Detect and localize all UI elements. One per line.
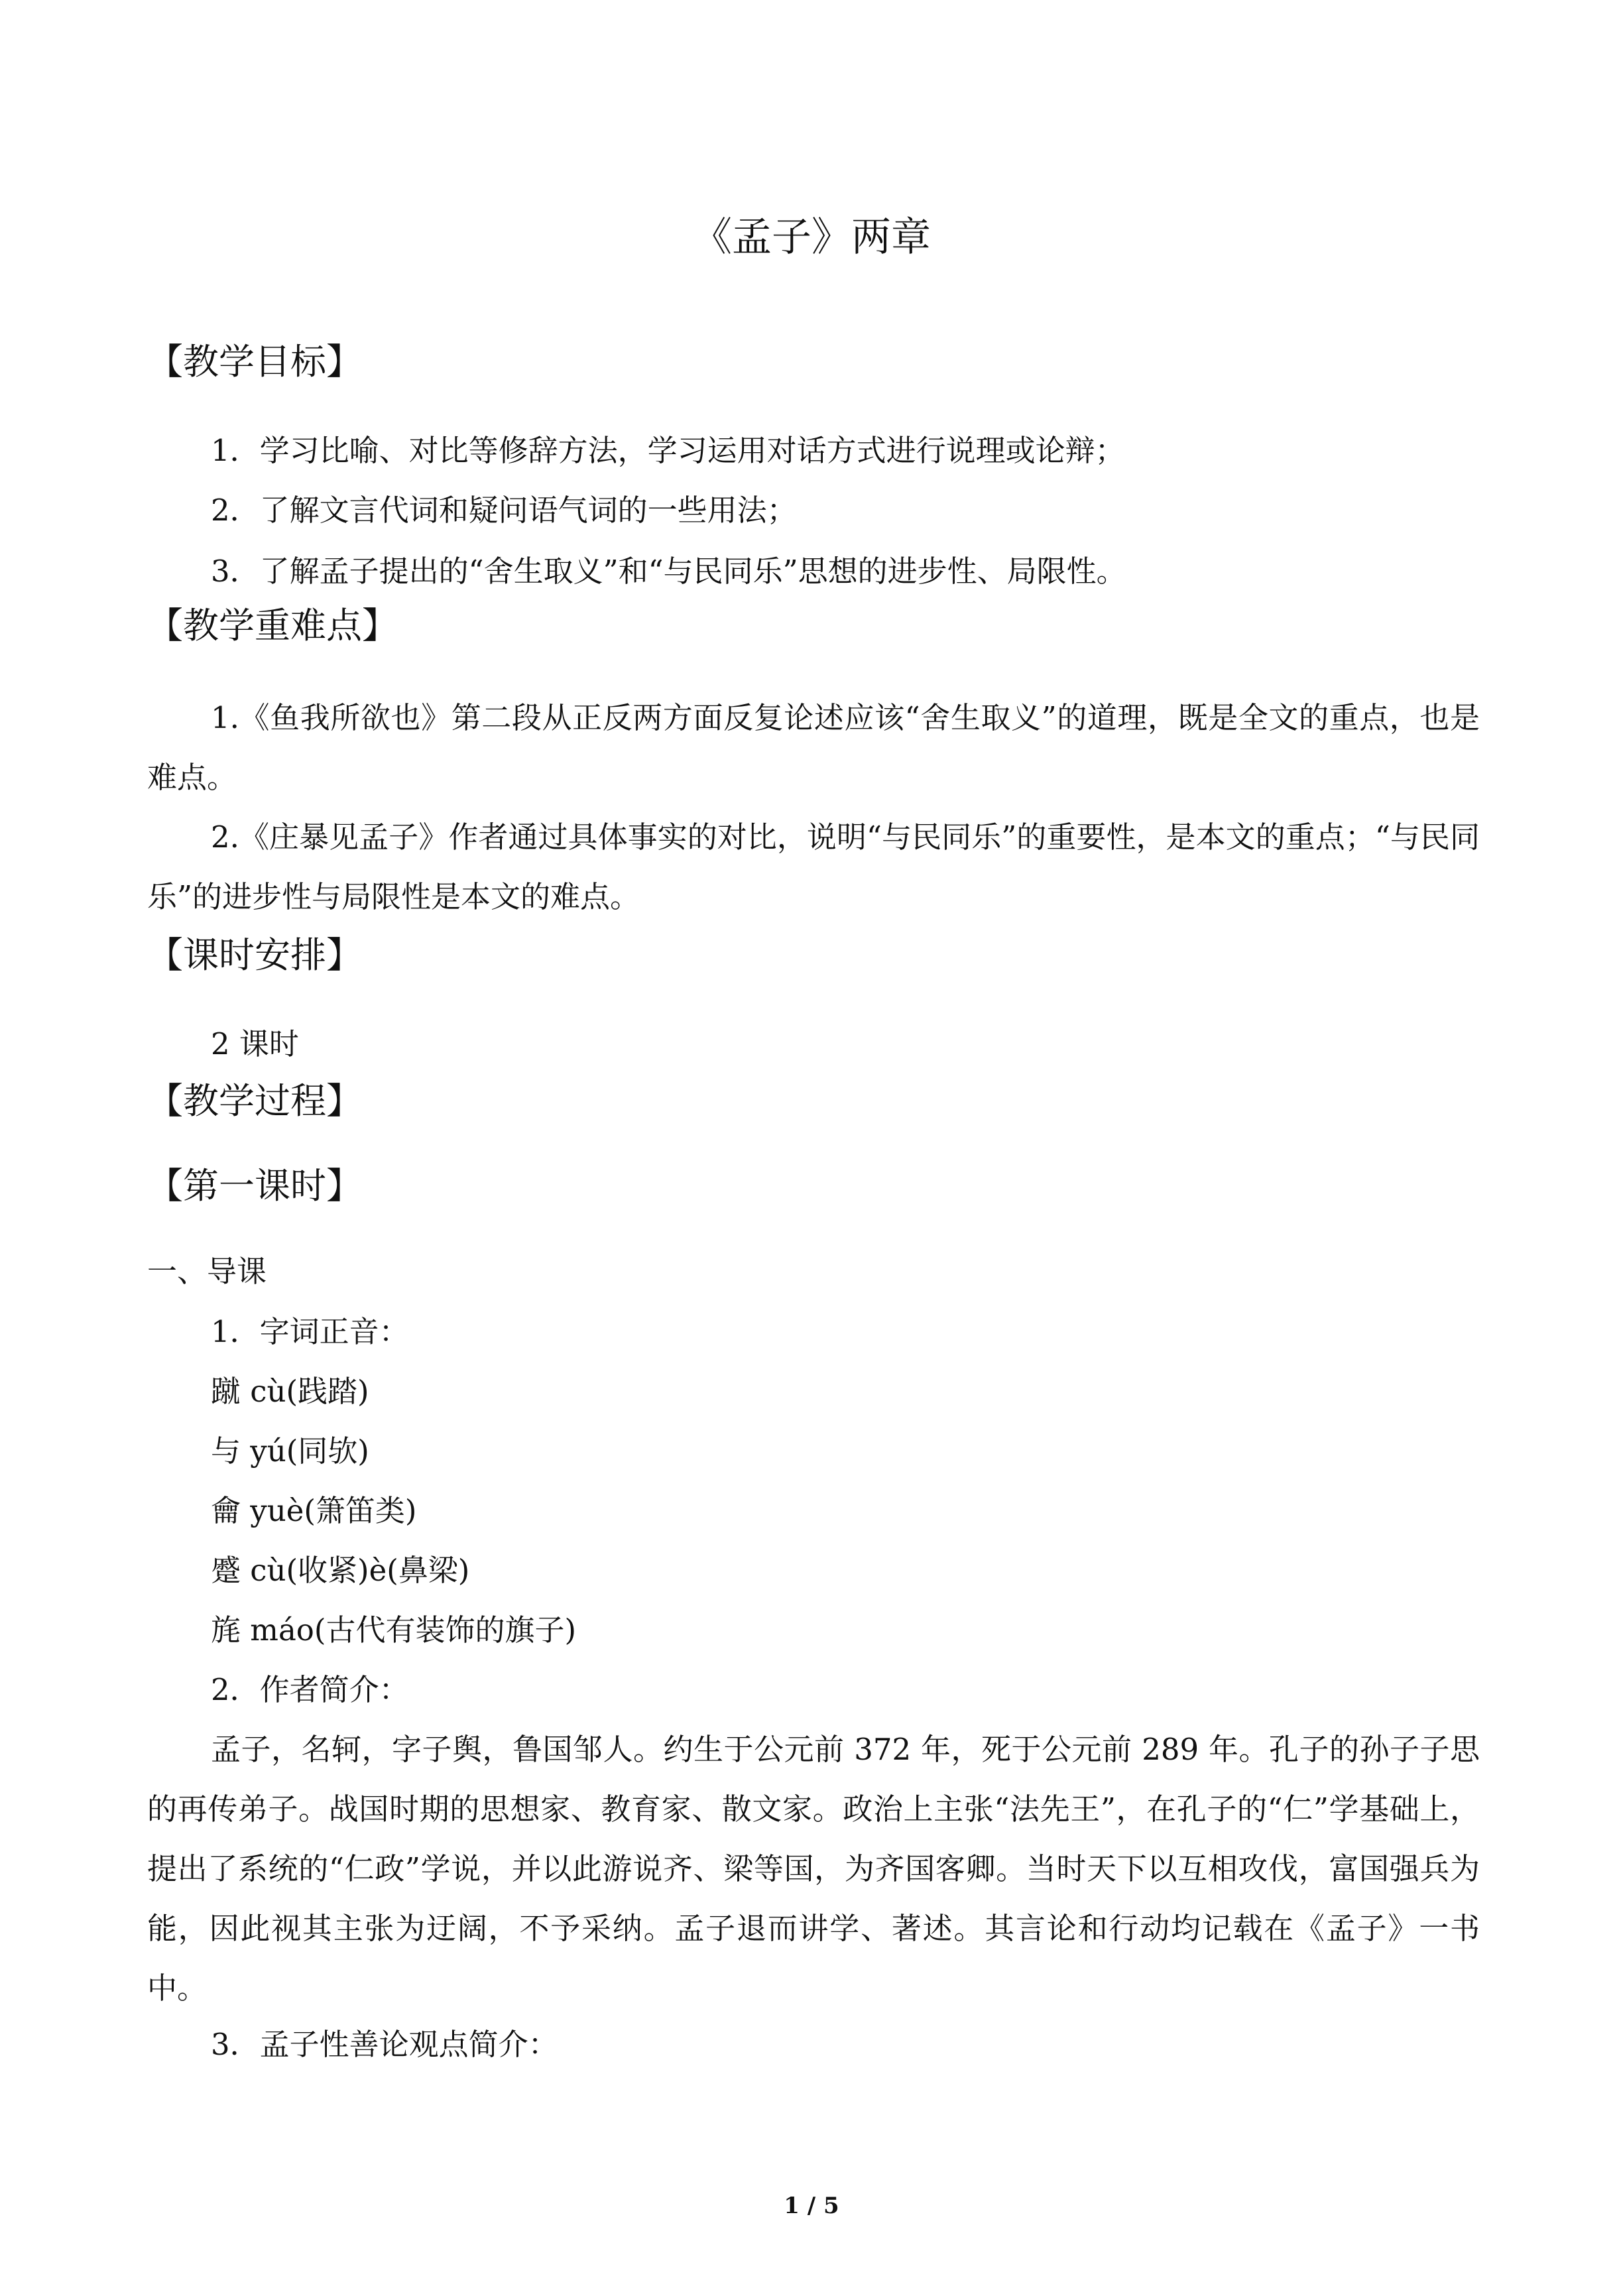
vocab-item: 旄 máo(古代有装饰的旗子)	[211, 1612, 577, 1648]
key-point-paragraph: 1.《鱼我所欲也》第二段从正反两方面反复论述应该“舍生取义”的道理，既是全文的重点，也是难点。	[147, 700, 1480, 795]
section-heading-schedule: 【课时安排】	[147, 934, 362, 976]
document-title: 《孟子》两章	[692, 214, 931, 261]
section-heading-key-points: 【教学重难点】	[147, 605, 398, 646]
section-heading-process: 【教学过程】	[147, 1080, 362, 1122]
part-title: 一、导课	[147, 1254, 267, 1289]
schedule-text: 2 课时	[211, 1026, 299, 1061]
vocab-title: 1．字词正音：	[211, 1314, 409, 1349]
page-number: 1 / 5	[784, 2193, 839, 2219]
vocab-item: 蹙 cù(收紧)è(鼻梁)	[211, 1553, 470, 1588]
objective-item: 2．了解文言代词和疑问语气词的一些用法；	[211, 493, 797, 528]
vocab-item: 与 yú(同欤)	[211, 1433, 369, 1469]
theory-title: 3．孟子性善论观点简介：	[211, 2027, 558, 2062]
author-paragraph: 孟子，名轲，字子舆，鲁国邹人。约生于公元前 372 年，死于公元前 289 年。孔子的孙子子思的再传弟子。战国时期的思想家、教育家、散文家。政治上主张“法先王”，在孔子的“仁”学基础上，提出了系统的“仁政”学说，并以此游说齐、梁等国，为齐国客卿。当时天下以互相攻伐，富国强兵为能，因此视其主张为迂阔，不予采纳。孟子退而讲学、著述。其言论和行动均记载在《孟子》一书中。	[147, 1732, 1480, 2006]
section-heading-first-lesson: 【第一课时】	[147, 1165, 362, 1207]
vocab-item: 蹴 cù(践踏)	[211, 1374, 369, 1409]
vocab-item: 龠 yuè(箫笛类)	[211, 1493, 417, 1528]
key-point-paragraph: 2.《庄暴见孟子》作者通过具体事实的对比，说明“与民同乐”的重要性，是本文的重点；“与民同乐”的进步性与局限性是本文的难点。	[147, 819, 1480, 914]
author-title: 2．作者简介：	[211, 1672, 409, 1707]
objective-item: 3．了解孟子提出的“舍生取义”和“与民同乐”思想的进步性、局限性。	[211, 554, 1126, 589]
objective-item: 1．学习比喻、对比等修辞方法，学习运用对话方式进行说理或论辩；	[211, 433, 1125, 468]
section-heading-objectives: 【教学目标】	[147, 341, 362, 383]
